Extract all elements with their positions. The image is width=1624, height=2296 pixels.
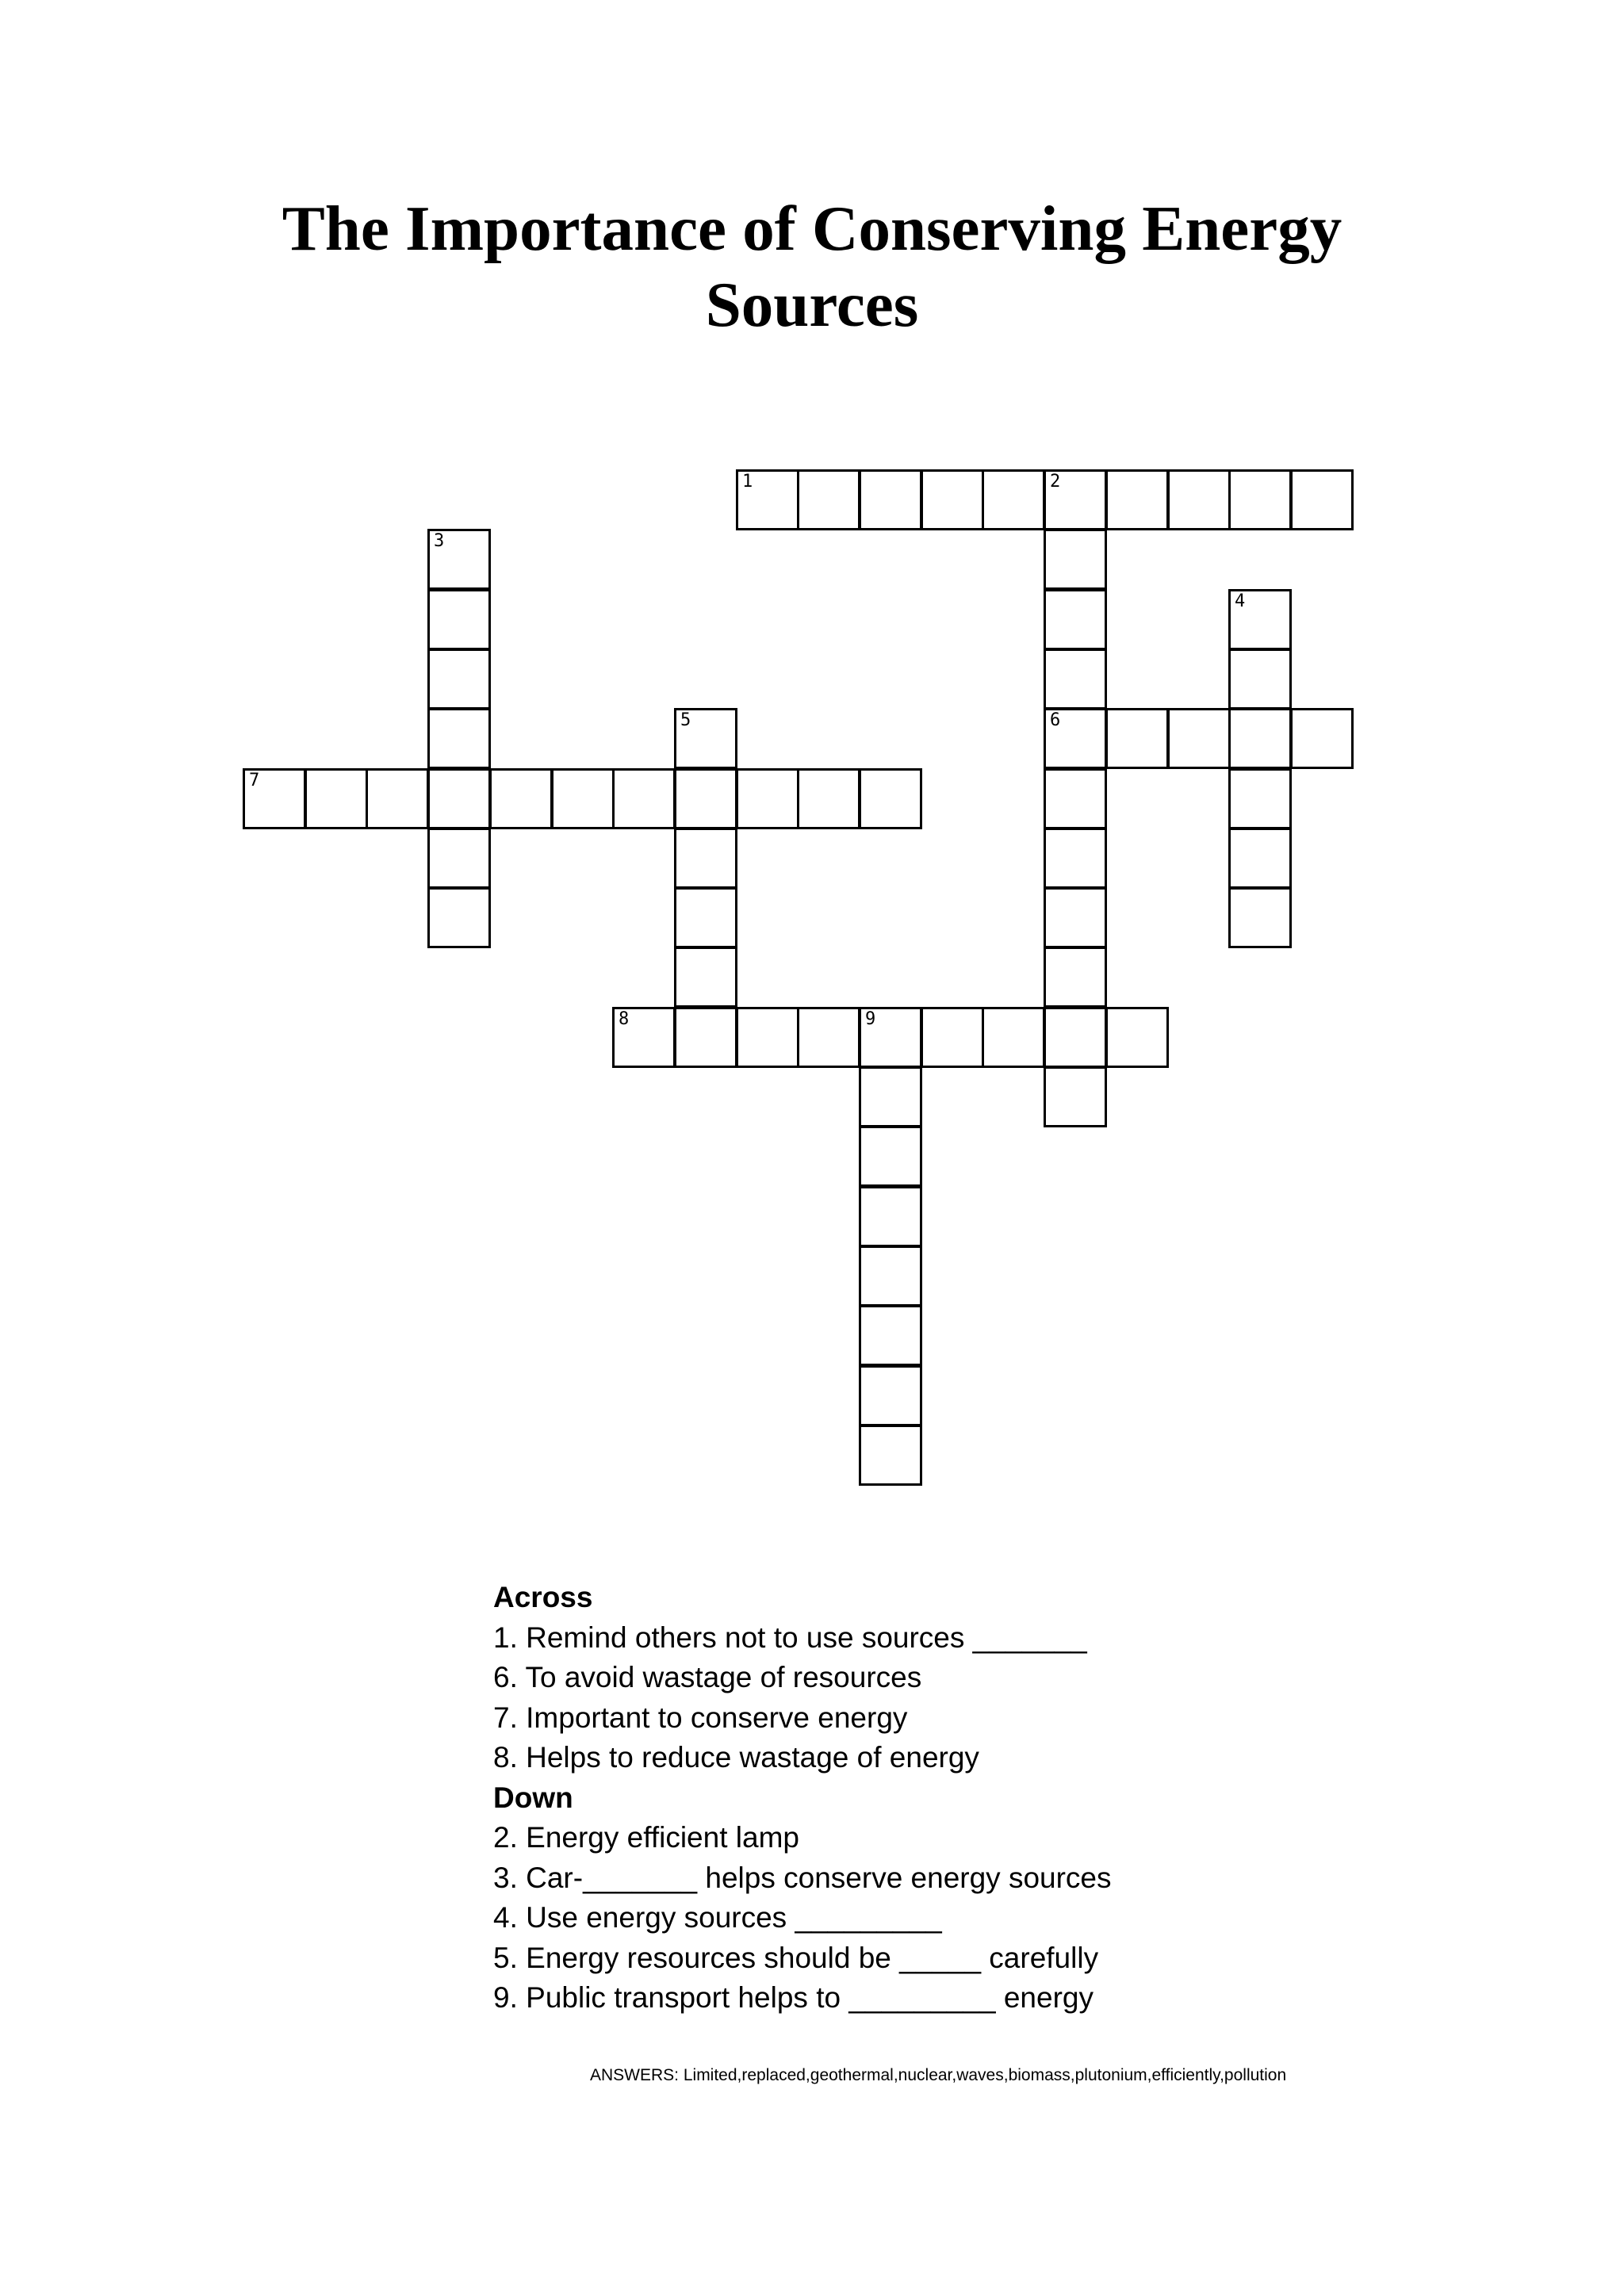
grid-cell-r5-c0[interactable] (243, 768, 306, 829)
grid-cell-r0-c11[interactable] (921, 469, 984, 530)
grid-cell-r7-c7[interactable] (674, 887, 737, 948)
grid-cell-r14-c10[interactable] (859, 1305, 922, 1366)
grid-cell-r5-c1[interactable] (304, 768, 368, 829)
clue-list (493, 1578, 1445, 2019)
grid-cell-r4-c17[interactable] (1290, 708, 1354, 769)
grid-cell-r9-c14[interactable] (1105, 1007, 1169, 1068)
grid-cell-r9-c8[interactable] (736, 1007, 799, 1068)
grid-cell-r6-c7[interactable] (674, 828, 737, 889)
grid-cell-r5-c3[interactable] (427, 768, 491, 829)
grid-cell-r2-c16[interactable] (1228, 589, 1292, 650)
grid-cell-r4-c15[interactable] (1167, 708, 1231, 769)
grid-cell-r1-c3[interactable] (427, 529, 491, 590)
grid-cell-r5-c8[interactable] (736, 768, 799, 829)
grid-cell-r13-c10[interactable] (859, 1246, 922, 1307)
clue-across-8: 8. Helps to reduce wastage of energy (493, 1741, 979, 1774)
grid-cell-r9-c10[interactable] (859, 1007, 922, 1068)
grid-cell-r3-c13[interactable] (1044, 649, 1107, 710)
grid-cell-r5-c2[interactable] (366, 768, 429, 829)
clue-down-9: 9. Public transport helps to _________ energy (493, 1981, 1094, 2014)
grid-cell-r5-c10[interactable] (859, 768, 922, 829)
grid-cell-r5-c6[interactable] (612, 768, 676, 829)
grid-cell-r6-c16[interactable] (1228, 828, 1292, 889)
grid-cell-r4-c14[interactable] (1105, 708, 1169, 769)
grid-cell-r0-c10[interactable] (859, 469, 922, 530)
down-heading: Down (493, 1781, 573, 1814)
grid-cell-r12-c10[interactable] (859, 1186, 922, 1247)
grid-cell-r9-c7[interactable] (674, 1007, 737, 1068)
clue-number-5: 5 (680, 710, 691, 730)
grid-cell-r5-c4[interactable] (489, 768, 553, 829)
grid-cell-r10-c10[interactable] (859, 1066, 922, 1127)
clue-down-3: 3. Car-_______ helps conserve energy sources (493, 1861, 1112, 1894)
grid-cell-r1-c13[interactable] (1044, 529, 1107, 590)
clue-down-2: 2. Energy efficient lamp (493, 1821, 799, 1854)
clue-number-9: 9 (865, 1009, 876, 1029)
grid-cell-r9-c13[interactable] (1044, 1007, 1107, 1068)
clue-number-6: 6 (1050, 710, 1061, 730)
grid-cell-r6-c3[interactable] (427, 828, 491, 889)
grid-cell-r4-c13[interactable] (1044, 708, 1107, 769)
grid-cell-r5-c5[interactable] (551, 768, 615, 829)
across-heading: Across (493, 1581, 593, 1613)
grid-cell-r0-c8[interactable] (736, 469, 799, 530)
page-title: The Importance of Conserving Energy Sources (282, 193, 1342, 340)
clue-number-8: 8 (619, 1009, 630, 1029)
grid-cell-r0-c14[interactable] (1105, 469, 1169, 530)
grid-cell-r0-c15[interactable] (1167, 469, 1231, 530)
grid-cell-r16-c10[interactable] (859, 1425, 922, 1486)
grid-cell-r5-c13[interactable] (1044, 768, 1107, 829)
clue-number-3: 3 (434, 531, 445, 551)
clue-across-7: 7. Important to conserve energy (493, 1701, 908, 1734)
grid-cell-r9-c12[interactable] (982, 1007, 1045, 1068)
answers-line: ANSWERS: Limited,replaced,geothermal,nuclear,waves,biomass,plutonium,efficiently,pollution (590, 2066, 1287, 2084)
grid-cell-r3-c3[interactable] (427, 649, 491, 710)
clue-number-2: 2 (1050, 472, 1061, 492)
clue-number-1: 1 (742, 472, 753, 492)
grid-cell-r0-c17[interactable] (1290, 469, 1354, 530)
clue-across-6: 6. To avoid wastage of resources (493, 1661, 922, 1693)
grid-cell-r9-c9[interactable] (797, 1007, 860, 1068)
grid-cell-r11-c10[interactable] (859, 1126, 922, 1187)
grid-cell-r4-c7[interactable] (674, 708, 737, 769)
grid-cell-r7-c16[interactable] (1228, 887, 1292, 948)
grid-cell-r3-c16[interactable] (1228, 649, 1292, 710)
grid-cell-r2-c3[interactable] (427, 589, 491, 650)
grid-cell-r9-c6[interactable] (612, 1007, 676, 1068)
grid-cell-r8-c7[interactable] (674, 947, 737, 1008)
grid-cell-r9-c11[interactable] (921, 1007, 984, 1068)
clue-across-1: 1. Remind others not to use sources _______ (493, 1621, 1087, 1654)
grid-cell-r0-c13[interactable] (1044, 469, 1107, 530)
grid-cell-r8-c13[interactable] (1044, 947, 1107, 1008)
clue-number-7: 7 (249, 771, 260, 790)
grid-cell-r15-c10[interactable] (859, 1365, 922, 1426)
grid-cell-r5-c16[interactable] (1228, 768, 1292, 829)
grid-cell-r2-c13[interactable] (1044, 589, 1107, 650)
grid-cell-r0-c16[interactable] (1228, 469, 1292, 530)
grid-cell-r5-c7[interactable] (674, 768, 737, 829)
clue-down-5: 5. Energy resources should be _____ carefully (493, 1941, 1099, 1974)
grid-cell-r0-c9[interactable] (797, 469, 860, 530)
grid-cell-r10-c13[interactable] (1044, 1066, 1107, 1127)
clue-down-4: 4. Use energy sources _________ (493, 1901, 942, 1934)
grid-cell-r7-c13[interactable] (1044, 887, 1107, 948)
grid-cell-r0-c12[interactable] (982, 469, 1045, 530)
grid-cell-r4-c3[interactable] (427, 708, 491, 769)
grid-cell-r4-c16[interactable] (1228, 708, 1292, 769)
grid-cell-r6-c13[interactable] (1044, 828, 1107, 889)
grid-cell-r7-c3[interactable] (427, 887, 491, 948)
clue-number-4: 4 (1235, 591, 1246, 611)
grid-cell-r5-c9[interactable] (797, 768, 860, 829)
